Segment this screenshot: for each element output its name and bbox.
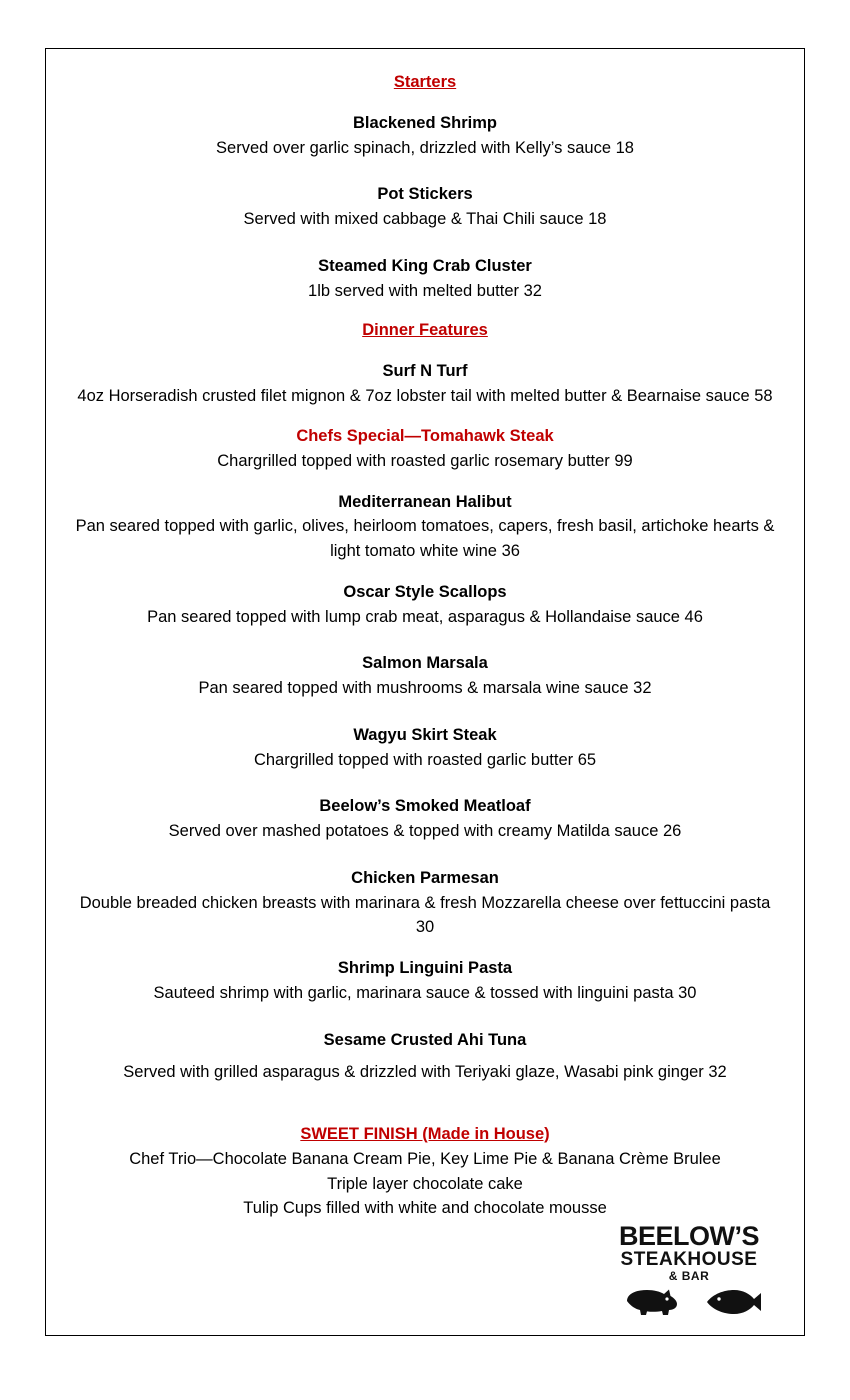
item-description: 4oz Horseradish crusted filet mignon & 7oz lobster tail with melted butter & Bearnaise sauce 58 [77, 387, 773, 406]
dessert-line: Triple layer chocolate cake [327, 1174, 523, 1193]
menu-item [68, 956, 782, 1006]
menu-item [68, 794, 782, 844]
logo-amp: & BAR [668, 1268, 710, 1283]
menu-item [68, 651, 782, 701]
section-heading-starters: Starters [393, 73, 457, 91]
item-description: Chargrilled topped with roasted garlic butter 65 [253, 750, 597, 769]
menu-item [68, 723, 782, 773]
item-description: 1lb served with melted butter 32 [308, 281, 542, 300]
menu-page [45, 48, 805, 1336]
dessert-line: Chef Trio—Chocolate Banana Cream Pie, Key Lime Pie & Banana Crème Brulee [129, 1149, 721, 1168]
menu-item [68, 254, 782, 304]
item-name: Chicken Parmesan [351, 868, 499, 887]
item-name: Sesame Crusted Ahi Tuna [323, 1030, 527, 1049]
dessert-line: Tulip Cups filled with white and chocolate mousse [243, 1199, 607, 1218]
item-name: Beelow’s Smoked Meatloaf [319, 797, 531, 816]
item-description: Served over mashed potatoes & topped with creamy Matilda sauce 26 [168, 822, 682, 841]
item-name: Surf N Turf [382, 362, 468, 381]
item-name: Blackened Shrimp [353, 113, 497, 132]
menu-item [68, 425, 782, 474]
item-description: Served with mixed cabbage & Thai Chili sauce 18 [243, 210, 607, 229]
item-description: Pan seared topped with mushrooms & marsala wine sauce 32 [198, 679, 652, 698]
item-name-chefs-special: Chefs Special—Tomahawk Steak [296, 426, 554, 445]
item-description: Served with grilled asparagus & drizzled with Teriyaki glaze, Wasabi pink ginger 32 [123, 1063, 727, 1082]
menu-item [68, 1028, 782, 1086]
item-name: Pot Stickers [377, 185, 473, 204]
item-name: Oscar Style Scallops [343, 582, 507, 601]
item-description: Chargrilled topped with roasted garlic rosemary butter 99 [217, 451, 633, 470]
logo-subtitle: STEAKHOUSE [620, 1248, 758, 1270]
logo-name: BEELOW’S [618, 1220, 759, 1251]
item-name: Wagyu Skirt Steak [353, 725, 497, 744]
menu-item [68, 182, 782, 232]
item-description: Sauteed shrimp with garlic, marinara sauce & tossed with linguini pasta 30 [153, 983, 697, 1002]
restaurant-logo [596, 1220, 782, 1315]
menu-content [46, 49, 804, 1221]
item-name: Mediterranean Halibut [338, 492, 512, 511]
menu-item [68, 490, 782, 564]
fish-icon [703, 1289, 761, 1315]
section-heading-sweet-finish: SWEET FINISH (Made in House) [300, 1125, 550, 1144]
item-description: Pan seared topped with lump crab meat, asparagus & Hollandaise sauce 46 [147, 607, 703, 626]
item-description: Served over garlic spinach, drizzled with Kelly’s sauce 18 [216, 138, 634, 157]
menu-item [68, 580, 782, 630]
menu-item [68, 359, 782, 409]
item-description: Pan seared topped with garlic, olives, heirloom tomatoes, capers, fresh basil, artichoke hearts & light tomato white wine 36 [75, 517, 775, 561]
section-heading-dinner-features: Dinner Features [362, 321, 488, 340]
item-name: Steamed King Crab Cluster [318, 256, 532, 275]
item-description: Double breaded chicken breasts with marinara & fresh Mozzarella cheese over fettuccini pasta 30 [79, 893, 771, 937]
item-name: Shrimp Linguini Pasta [337, 959, 513, 978]
logo-animals [596, 1285, 782, 1315]
menu-item [68, 111, 782, 161]
menu-item [68, 866, 782, 940]
pig-icon [617, 1285, 689, 1315]
item-name: Salmon Marsala [362, 654, 488, 673]
